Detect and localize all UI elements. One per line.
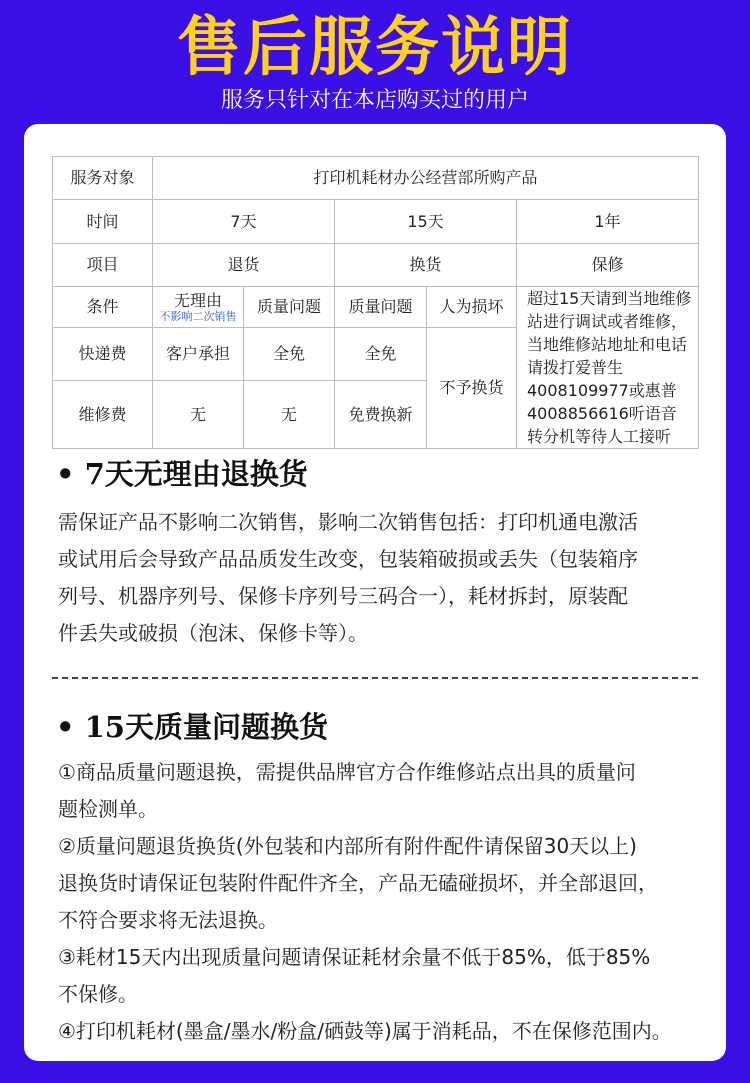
time-label: 时间: [53, 200, 153, 244]
item-label: 项目: [53, 244, 153, 287]
service-table: [52, 156, 699, 449]
dashed-divider: [52, 677, 698, 679]
item-return: 退货: [153, 244, 335, 287]
paragraph-line: 列号、机器序列号、保修卡序列号三码合一），耗材拆封，原装配: [58, 584, 628, 608]
paragraph-line: 或试用后会导致产品品质发生改变，包装箱破损或丢失（包装箱序: [58, 547, 638, 571]
paragraph-line: 退换货时请保证包装附件配件齐全，产品无磕碰损坏，并全部退回，: [58, 871, 658, 895]
time-1-year: 1年: [517, 200, 699, 244]
ship-free-return: 全免: [244, 328, 335, 381]
table-row: [53, 244, 699, 287]
time-7-days: 7天: [153, 200, 335, 244]
page-title: 售后服务说明: [177, 11, 573, 85]
table-row: [53, 157, 699, 200]
fee-none-return: 无: [153, 381, 244, 449]
section-body-7day: [58, 504, 698, 652]
table-row: [53, 287, 699, 328]
section-heading-7day: • 7天无理由退换货: [56, 457, 308, 491]
page-subtitle: 服务只针对在本店购买过的用户: [220, 88, 529, 113]
cond-no-reason: 无理由: [173, 290, 222, 310]
cond-quality-return: 质量问题: [244, 287, 335, 328]
paragraph-line: 件丢失或破损（泡沫、保修卡等）。: [58, 621, 368, 645]
no-exchange: 不予换货: [427, 328, 517, 449]
cond-no-reason-sub: 不影响二次销售: [159, 309, 237, 323]
paragraph-line: 需保证产品不影响二次销售，影响二次销售包括：打印机通电激活: [58, 510, 638, 534]
section-heading-15day: • 15天质量问题换货: [56, 710, 328, 744]
content-card: [24, 124, 726, 1061]
paragraph-line: ②质量问题退货换货(外包装和内部所有附件配件请保留30天以上): [58, 834, 637, 858]
fee-free-new: 免费换新: [335, 381, 427, 449]
cond-quality-exchange: 质量问题: [335, 287, 427, 328]
time-15-days: 15天: [335, 200, 517, 244]
paragraph-line: 不符合要求将无法退换。: [58, 908, 278, 932]
service-target-label: 服务对象: [53, 157, 153, 200]
paragraph-line: ③耗材15天内出现质量问题请保证耗材余量不低于85%，低于85%: [58, 945, 651, 969]
paragraph-line: ①商品质量问题退换，需提供品牌官方合作维修站点出具的质量问: [58, 760, 636, 784]
paragraph-line: 题检测单。: [58, 797, 158, 821]
repair-fee-label: 维修费: [53, 381, 153, 449]
service-target-value: 打印机耗材办公经营部所购产品: [153, 157, 699, 200]
ship-free-exchange: 全免: [335, 328, 427, 381]
section-body-15day: [58, 754, 698, 1050]
fee-none-quality: 无: [244, 381, 335, 449]
shipping-label: 快递费: [53, 328, 153, 381]
cond-human-damage: 人为损坏: [427, 287, 517, 328]
table-row: [53, 200, 699, 244]
repair-note: 超过15天请到当地维修站进行调试或者维修，当地维修站地址和电话请拨打爱普生4008109977或惠普4008856616听语音转分机等待人工接听: [517, 287, 699, 449]
condition-label: 条件: [53, 287, 153, 328]
paragraph-line: 不保修。: [58, 982, 138, 1006]
ship-customer: 客户承担: [153, 328, 244, 381]
item-repair: 保修: [517, 244, 699, 287]
cond-no-reason-cell: [153, 287, 244, 328]
item-exchange: 换货: [335, 244, 517, 287]
paragraph-line: ④打印机耗材(墨盒/墨水/粉盒/硒鼓等)属于消耗品，不在保修范围内。: [58, 1019, 672, 1043]
